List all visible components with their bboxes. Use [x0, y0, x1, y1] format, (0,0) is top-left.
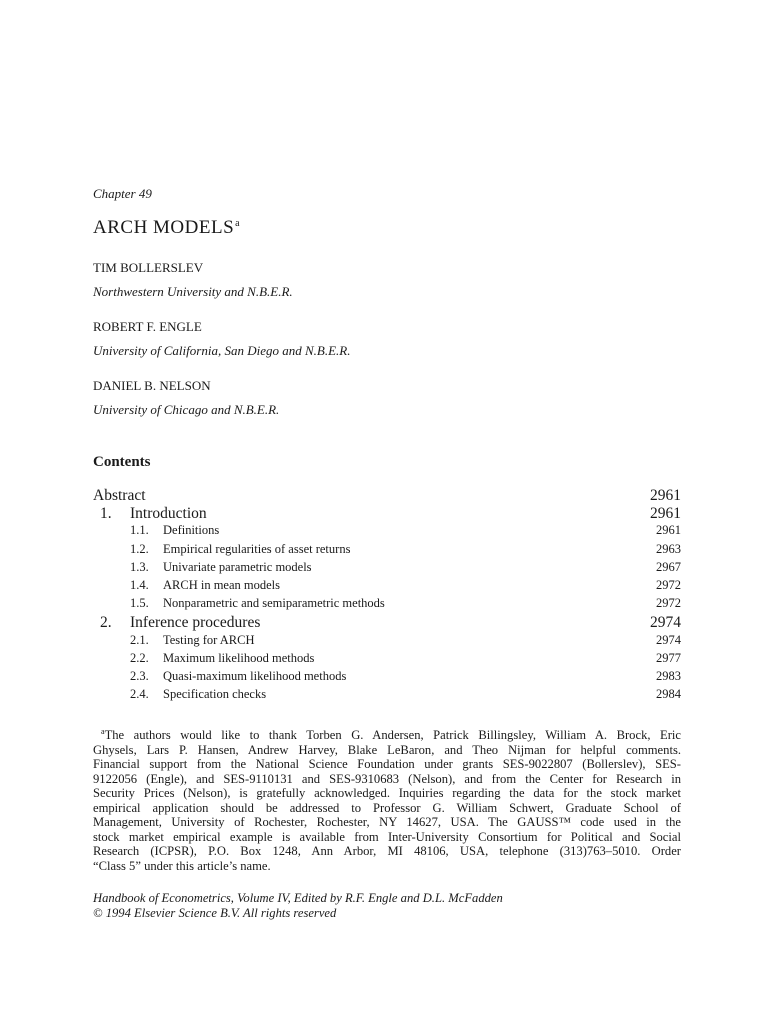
toc-number: 1.3. — [130, 559, 149, 574]
toc-entry-subsection[interactable] — [93, 651, 681, 669]
copyright-notice: © 1994 Elsevier Science B.V. All rights reserved — [93, 906, 337, 920]
author-affiliation: University of Chicago and N.B.E.R. — [93, 402, 280, 417]
toc-number: 1.2. — [130, 541, 149, 556]
toc-page: 2974 — [650, 614, 681, 632]
toc-page: 2967 — [656, 559, 681, 574]
toc-entry-subsection[interactable] — [93, 542, 681, 560]
toc-entry-subsection[interactable] — [93, 578, 681, 596]
footnote-line: “Class 5” under this article’s name. — [93, 858, 271, 873]
toc-entry-abstract[interactable] — [93, 487, 681, 505]
toc-entry-subsection[interactable] — [93, 633, 681, 651]
toc-page: 2972 — [656, 577, 681, 592]
toc-page: 2983 — [656, 668, 681, 683]
footnote-marker: a — [101, 727, 105, 736]
toc-number: 2.3. — [130, 668, 149, 683]
footnote-line: $^a$The authors would like to thank Torben G. Andersen, Patrick Billingsley, William A. Brock, Eric — [101, 727, 681, 743]
toc-number: 2.2. — [130, 650, 149, 665]
toc-page: 2963 — [656, 541, 681, 556]
toc-entry-subsection[interactable] — [93, 523, 681, 541]
toc-label: Maximum likelihood methods — [163, 650, 315, 665]
toc-entry-section[interactable] — [93, 505, 681, 523]
toc-label: Nonparametric and semiparametric methods — [163, 596, 385, 611]
toc-label: Quasi-maximum likelihood methods — [163, 668, 347, 683]
acknowledgement-footnote — [93, 725, 681, 873]
toc-number: 2.1. — [130, 632, 149, 647]
author-affiliation: University of California, San Diego and N.B.E.R. — [93, 343, 351, 358]
contents-heading: Contents — [93, 454, 151, 470]
toc-label: Inference procedures — [130, 614, 261, 632]
toc-page: 2977 — [656, 650, 681, 665]
toc-number: 1.1. — [130, 523, 149, 538]
footnote-line: Security Prices (Nelson), is gratefully acknowledged. Inquiries regarding the data for the stock market — [93, 786, 681, 801]
author-affiliation: Northwestern University and N.B.E.R. — [93, 284, 293, 299]
toc-entry-subsection[interactable] — [93, 596, 681, 614]
footnote-line: 9122056 (Engle), and SES-9110131 and SES-9310683 (Nelson), and from the Center for Research in — [93, 771, 681, 786]
footnote-line: empirical application should be addressed to Professor G. William Schwert, Graduate School of — [93, 800, 681, 815]
toc-number: 1.4. — [130, 577, 149, 592]
toc-page: 2984 — [656, 687, 681, 702]
toc-page: 2961 — [656, 523, 681, 538]
toc-label: Definitions — [163, 523, 220, 538]
chapter-label: Chapter 49 — [93, 186, 152, 201]
toc-label: Abstract — [93, 487, 146, 504]
toc-number: 2.4. — [130, 687, 149, 702]
toc-page: 2974 — [656, 632, 681, 647]
toc-number: 1.5. — [130, 596, 149, 611]
footnote-line: Ghysels, Lars P. Hansen, Andrew Harvey, Blake LeBaron, and Theo Nijman for helpful comments. — [93, 742, 681, 757]
author-name: ROBERT F. ENGLE — [93, 319, 202, 334]
toc-label: ARCH in mean models — [163, 577, 281, 592]
toc-page: 2961 — [650, 505, 681, 523]
toc-entry-subsection[interactable] — [93, 669, 681, 687]
toc-label: Testing for ARCH — [163, 632, 255, 647]
toc-page: 2972 — [656, 596, 681, 611]
toc-entry-section[interactable] — [93, 614, 681, 632]
author-name: DANIEL B. NELSON — [93, 378, 211, 393]
title-footnote-marker: a — [235, 217, 241, 229]
footnote-line: Research (ICPSR), P.O. Box 1248, Ann Arbor, MI 48106, USA, telephone (313)763–5010. Order — [93, 844, 681, 859]
toc-number: 1. — [100, 505, 112, 523]
toc-label: Specification checks — [163, 687, 267, 702]
chapter-title — [93, 217, 240, 239]
footnote-line: Financial support from the National Science Foundation under grants SES-9022807 (Bollerslev), SES- — [93, 757, 681, 772]
toc-page: 2961 — [650, 487, 681, 504]
toc-entry-subsection[interactable] — [93, 687, 681, 705]
author-name: TIM BOLLERSLEV — [93, 260, 204, 275]
title-text: ARCH MODELS — [93, 217, 235, 238]
toc-entry-subsection[interactable] — [93, 560, 681, 578]
toc-number: 2. — [100, 614, 112, 632]
toc-label: Empirical regularities of asset returns — [163, 541, 351, 556]
handbook-citation: Handbook of Econometrics, Volume IV, Edited by R.F. Engle and D.L. McFadden — [93, 891, 503, 905]
table-of-contents — [93, 487, 681, 705]
toc-label: Introduction — [130, 505, 207, 523]
footnote-line: Management, University of Rochester, Rochester, NY 14627, USA. The GAUSS™ code used in the — [93, 815, 681, 830]
toc-label: Univariate parametric models — [163, 559, 312, 574]
footnote-line: stock market empirical example is available from Inter-University Consortium for Political and Social — [93, 829, 681, 844]
